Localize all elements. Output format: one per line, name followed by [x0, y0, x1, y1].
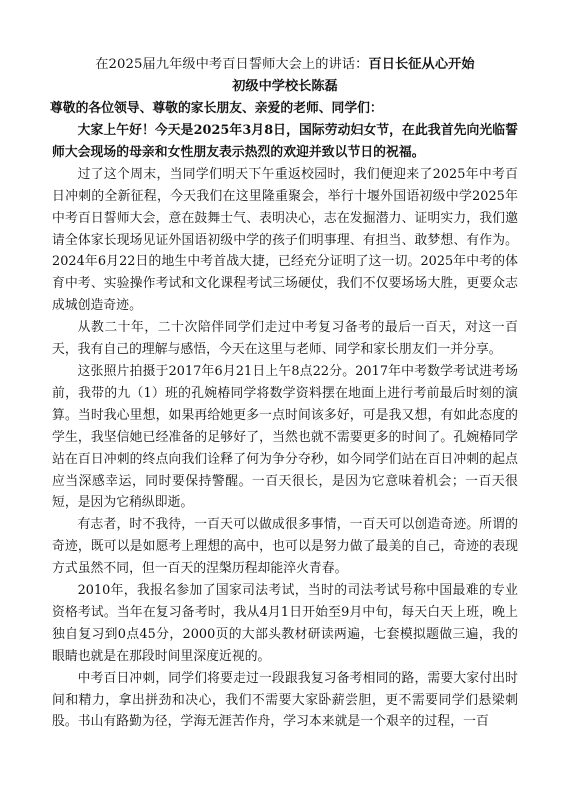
document-title — [52, 54, 518, 76]
paragraph-1: 大家上午好！今天是2025年3月8日，国际劳动妇女节，在此我首先向光临誓师大会现场的母亲和女性朋友表示热烈的欢迎并致以节日的祝福。 — [52, 123, 518, 160]
paragraph-3: 从教二十年，二十次陪伴同学们走过中考复习备考的最后一百天，对这一百天，我有自己的理解与感悟，今天在这里与老师、同学和家长朋友们一并分享。 — [52, 320, 518, 358]
paragraph-4: 这张照片拍摄于2017年6月21日上午8点22分。2017年中考数学考试进考场前，我带的九（1）班的孔婉椿同学将数学资料摆在地面上进行考前最后时刻的演算。当时我心里想，如果再给她更多一点时间该多好，可是我又想，有如此态度的学生，我坚信她已经准备的足够好了，当然也就不需要更多的时间了。孔婉椿同学站在百日冲刺的终点向我们诠释了何为争分夺秒，如今同学们站在百日冲刺的起点应当深感幸运，同时要保持警醒。一百天很长，是因为它意味着机会；一百天很短，是因为它稍纵即逝。 — [52, 363, 518, 511]
paragraph-5: 有志者，时不我待，一百天可以做成很多事情，一百天可以创造奇迹。所谓的奇迹，既可以是如愿考上理想的高中，也可以是努力做了最美的自己，奇迹的表现方式虽然不同，但一百天的涅槃历程却能淬火青春。 — [52, 517, 518, 577]
title-emphasis: 百日长征从心开始 — [368, 57, 475, 72]
author-line: 初级中学校长陈磊 — [232, 79, 338, 94]
title-lead: 在2025届九年级中考百日誓师大会上的讲话： — [95, 57, 369, 72]
paragraph-2: 过了这个周末，当同学们明天下午重返校园时，我们便迎来了2025年中考百日冲刺的全新征程，今天我们在这里隆重聚会，举行十堰外国语初级中学2025年中考百日誓师大会，意在鼓舞士气、表明决心，志在发掘潜力、证明实力，我们邀请全体家长现场见证外国语初级中学的孩子们明事理、有担当、敢梦想、有作为。2024年6月22日的地生中考首战大捷，已经充分证明了这一切。2025年中考的体育中考、实验操作考试和文化课程考试三场硬仗，我们不仅要场场大胜，更要众志成城创造奇迹。 — [52, 166, 518, 314]
salutation: 尊敬的各位领导、尊敬的家长朋友、亲爱的老师、同学们： — [50, 101, 383, 116]
paragraph-7: 中考百日冲刺，同学们将要走过一段跟我复习备考相同的路，需要大家付出时间和精力，拿出拼劲和决心，我们不需要大家卧薪尝胆，更不需要同学们悬梁刺股。书山有路勤为径，学海无涯苦作舟，学习本来就是一个艰辛的过程，一百 — [52, 670, 518, 730]
paragraph-6: 2010年，我报名参加了国家司法考试，当时的司法考试号称中国最难的专业资格考试。当年在复习备考时，我从4月1日开始至9月中旬，每天白天上班，晚上独自复习到0点45分，2000页的大部头教材研读两遍，七套模拟题做三遍，我的眼睛也就是在那段时间里深度近视的。 — [52, 583, 518, 664]
